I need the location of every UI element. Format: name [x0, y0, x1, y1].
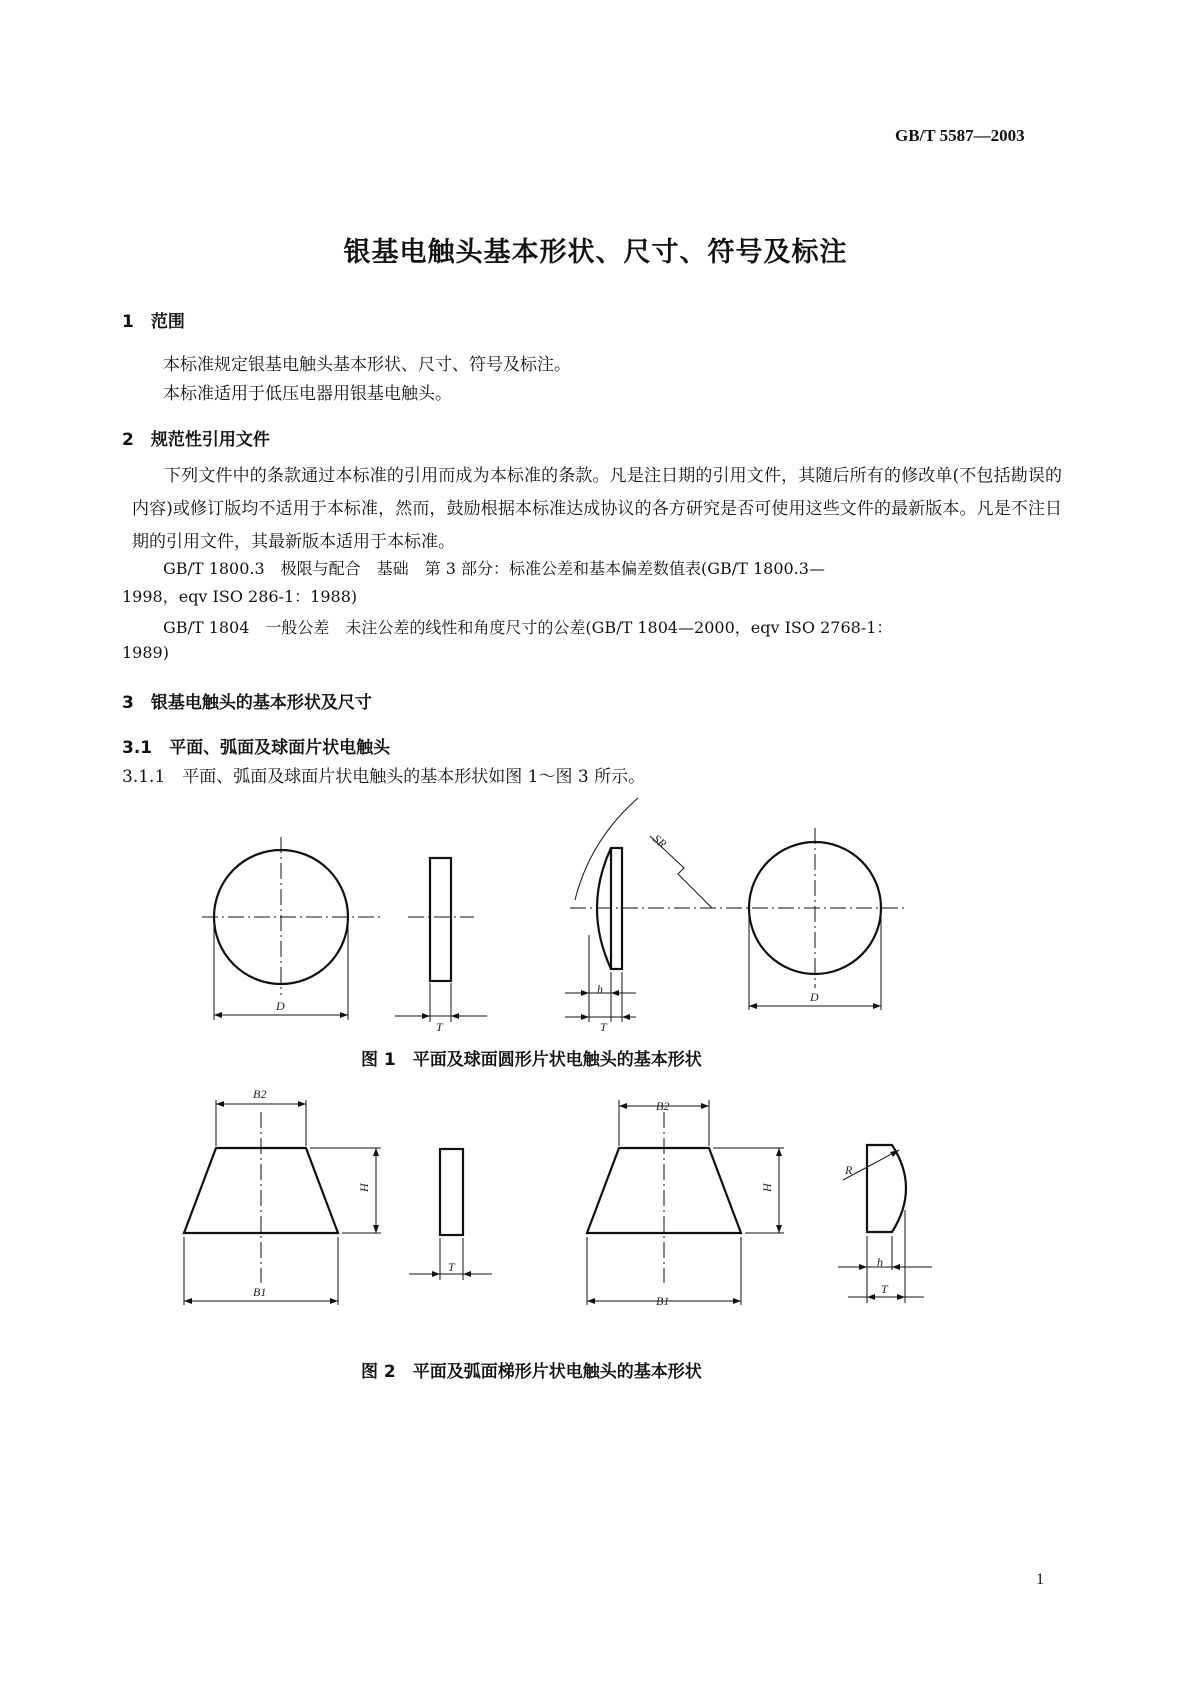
figure-1-spherical-disc-side-view	[565, 798, 905, 1034]
arc-side-outline	[867, 1145, 906, 1232]
dim-label-T-flat: T	[448, 1260, 455, 1274]
figure-2-flat-trapezoid	[184, 1087, 381, 1305]
section-1-heading: 1 范围	[122, 312, 185, 332]
section-3-heading: 3 银基电触头的基本形状及尺寸	[122, 693, 372, 713]
standard-code: GB/T 5587—2003	[895, 126, 1025, 145]
dim-label-D: D	[276, 999, 285, 1013]
figure-1-flat-disc-top-view	[202, 837, 380, 1020]
dim-label-D-spherical: D	[810, 990, 819, 1004]
document-title: 银基电触头基本形状、尺寸、符号及标注	[343, 237, 848, 268]
dim-label-h: h	[597, 982, 603, 996]
figure-1-caption: 图 1 平面及球面圆形片状电触头的基本形状	[361, 1050, 702, 1070]
dim-label-T-spherical: T	[600, 1020, 607, 1034]
ref-1-line-2: 1998，eqv ISO 286-1：1988)	[122, 587, 358, 606]
page-number: 1	[1036, 1571, 1044, 1588]
figure-1-flat-disc-side-view	[395, 858, 487, 1034]
ref-1-line-1: GB/T 1800.3 极限与配合 基础 第 3 部分：标准公差和基本偏差数值表(GB/T 1800.3—	[163, 559, 825, 578]
figure-2-arc-trapezoid	[587, 1099, 784, 1308]
ref-2-line-1: GB/T 1804 一般公差 未注公差的线性和角度尺寸的公差(GB/T 1804—2000，eqv ISO 2768-1：	[163, 618, 893, 637]
disc-side-outline	[430, 858, 451, 981]
trapezoid-side-outline	[440, 1149, 463, 1235]
section-1-line-1: 本标准规定银基电触头基本形状、尺寸、符号及标注。	[163, 355, 571, 375]
dim-label-h-arc: h	[877, 1255, 883, 1269]
dim-label-B1-arc: B1	[656, 1294, 670, 1308]
dim-label-B2-arc: B2	[656, 1099, 670, 1113]
figure-2-caption: 图 2 平面及弧面梯形片状电触头的基本形状	[361, 1362, 702, 1382]
figure-1-spherical-disc-top-view	[749, 828, 881, 1010]
section-3-1-heading: 3.1 平面、弧面及球面片状电触头	[122, 738, 391, 758]
dim-label-H: H	[357, 1183, 371, 1192]
dim-label-R: R	[845, 1163, 853, 1177]
dim-label-H-arc: H	[760, 1183, 774, 1192]
clause-3-1-1: 3.1.1 平面、弧面及球面片状电触头的基本形状如图 1～图 3 所示。	[122, 767, 646, 787]
section-1-line-2: 本标准适用于低压电器用银基电触头。	[163, 384, 452, 404]
ref-2-line-2: 1989)	[122, 643, 169, 662]
dim-label-T-arc: T	[881, 1282, 888, 1296]
figure-2-flat-side-view	[409, 1149, 492, 1280]
dim-label-SR: SR	[650, 831, 670, 851]
dim-label-B2: B2	[253, 1087, 267, 1101]
section-2-heading: 2 规范性引用文件	[122, 430, 270, 450]
section-2-paragraph: 下列文件中的条款通过本标准的引用而成为本标准的条款。凡是注日期的引用文件，其随后所有的修改单(不包括勘误的内容)或修订版均不适用于本标准，然而，鼓励根据本标准达成协议的各方研究是否可使用这些文件的最新版本。凡是不注日期的引用文件，其最新版本适用于本标准。	[132, 466, 1062, 552]
figure-2-arc-side-view	[838, 1145, 932, 1303]
dim-label-T: T	[436, 1020, 443, 1034]
dim-label-B1: B1	[253, 1285, 267, 1299]
